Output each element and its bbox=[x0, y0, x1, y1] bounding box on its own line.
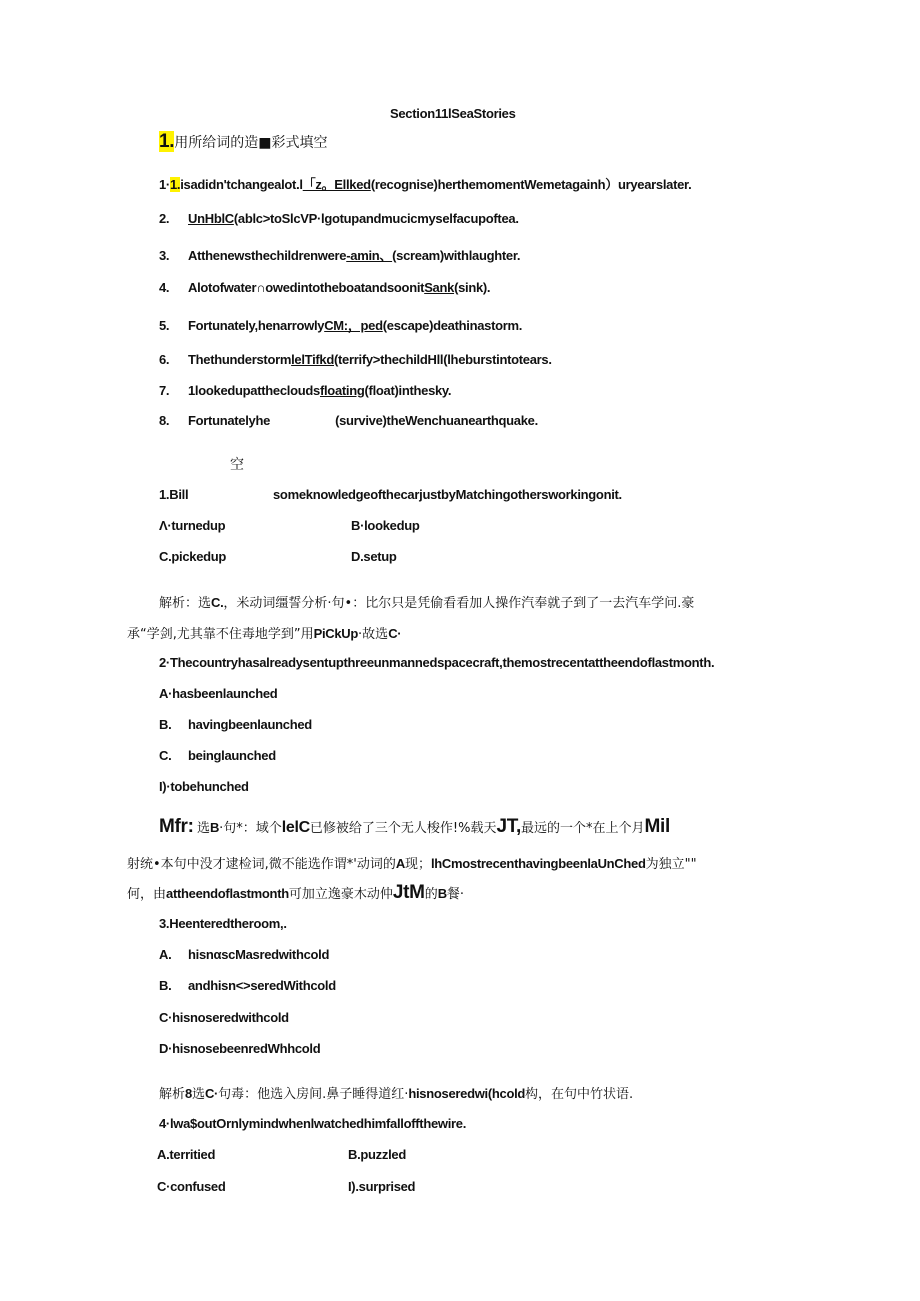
q1-stem bbox=[159, 487, 188, 502]
q4-stem: 4·lwa$outOrnlymindwhenlwatchedhimfalloffthewire. bbox=[159, 1116, 467, 1131]
q2-explanation-line3 bbox=[127, 882, 464, 904]
fill-item-3 bbox=[159, 245, 520, 264]
item-number: 3. bbox=[159, 248, 170, 263]
exp-text: ·句*：域个 bbox=[219, 821, 282, 836]
item-answer: 「z。Ellked bbox=[302, 177, 371, 192]
item-number: 6. bbox=[159, 352, 170, 367]
option-letter: A. bbox=[159, 947, 172, 962]
item-text-end: (sink). bbox=[454, 280, 491, 295]
q4-option-a: A.territied bbox=[157, 1147, 216, 1162]
item-answer: floating bbox=[319, 383, 365, 398]
fill-item-8 bbox=[159, 413, 538, 428]
option-letter: B. bbox=[159, 717, 172, 732]
q3-option-a bbox=[159, 947, 329, 962]
item-text: Alotofwater∩owedintotheboatandsoonit bbox=[188, 280, 425, 295]
page-title: Section11lSeaStories bbox=[390, 106, 516, 121]
exp-text: 为独立"" bbox=[645, 857, 697, 872]
fill-item-6 bbox=[159, 352, 552, 367]
item-text-end: (ablc>toSlcVP·lgotupandmucicmyselfacupoftea. bbox=[233, 211, 519, 226]
option-text: andhisn<>seredWithcold bbox=[188, 978, 336, 993]
q3-stem: 3.Heenteredtheroom,. bbox=[159, 916, 287, 931]
item-answer: -amin、 bbox=[346, 248, 393, 263]
exp-label: Mfr: bbox=[159, 816, 194, 837]
exp-word: JT, bbox=[496, 816, 521, 837]
item-number: 2. bbox=[159, 211, 170, 226]
item-answer: UnHblC bbox=[188, 211, 234, 226]
exp-text: 选 bbox=[191, 1087, 205, 1102]
q2-explanation-line2 bbox=[127, 853, 697, 872]
q1-stem-rest: someknowledgeofthecarjustbyMatchingothersworkingonit. bbox=[273, 487, 622, 502]
option-text: beinglaunched bbox=[188, 748, 276, 763]
item-text-end: (terrify>thechildHll(lheburstintotears. bbox=[334, 352, 552, 367]
item-text: 1lookedupattheclouds bbox=[188, 383, 320, 398]
option-letter: B. bbox=[159, 978, 172, 993]
q2-option-a: A·hasbeenlaunched bbox=[159, 686, 278, 701]
exp-text: 选 bbox=[197, 821, 211, 836]
q1-option-d: D.setup bbox=[351, 549, 397, 564]
exp-text: 射统•本句中没才逮检词,微不能选作谓*'动词的 bbox=[127, 857, 396, 872]
item-number: 5. bbox=[159, 318, 170, 333]
option-letter: C. bbox=[159, 748, 172, 763]
q4-option-c: C·confused bbox=[157, 1179, 226, 1194]
item-text-end: (recognise)herthemomentWemetagainh）uryearslater. bbox=[370, 177, 692, 192]
exp-text: 可加立逸豪木动仲 bbox=[288, 887, 393, 902]
exp-text: 餐· bbox=[446, 887, 464, 902]
item-text-end: (float)inthesky. bbox=[364, 383, 452, 398]
option-text: hisnαscMasredwithcold bbox=[188, 947, 330, 962]
exp-word: JtM bbox=[392, 882, 425, 903]
exp-text: 现； bbox=[404, 857, 431, 872]
exp-text: 句毒：他选入房间.鼻子睡得道红· bbox=[218, 1087, 409, 1102]
q2-option-b bbox=[159, 717, 312, 732]
exp-answer: B bbox=[210, 820, 220, 835]
q2-option-c bbox=[159, 748, 276, 763]
exp-phrase: hisnoseredwi(hcold bbox=[408, 1086, 526, 1101]
exp-phrase: lhCmostrecenthavingbeenlaUnChed bbox=[430, 856, 646, 871]
exp-text: 解析 bbox=[159, 1087, 186, 1102]
q1-option-a: Λ·turnedup bbox=[159, 518, 226, 533]
item-text: Fortunatelyhe bbox=[188, 413, 271, 428]
fill-item-4 bbox=[159, 280, 490, 295]
exp-phrase: attheendoflastmonth bbox=[166, 886, 289, 901]
q1-explanation-line1 bbox=[159, 592, 694, 611]
q1-option-c: C.pickedup bbox=[159, 549, 227, 564]
item-text: Thethunderstorm bbox=[188, 352, 292, 367]
exp-text: ·故选 bbox=[358, 627, 389, 642]
exp-text: 最远的一个*在上个月 bbox=[520, 821, 645, 836]
item-text: Atthenewsthechildrenwere bbox=[188, 248, 347, 263]
part1-heading bbox=[159, 131, 327, 153]
q3-option-d: D·hisnosebeenredWhhcold bbox=[159, 1041, 321, 1056]
q3-explanation bbox=[159, 1083, 633, 1102]
item-text-end: (escape)deathinastorm. bbox=[382, 318, 523, 333]
item-answer: CM:，ped bbox=[324, 318, 383, 333]
highlight-number: 1. bbox=[169, 177, 181, 192]
q1-option-b: B·lookedup bbox=[351, 518, 420, 533]
item-number: 8. bbox=[159, 413, 170, 428]
q3-option-c: C·hisnoseredwithcold bbox=[159, 1010, 289, 1025]
q4-option-b: B.puzzled bbox=[348, 1147, 406, 1162]
item-answer: lelTifkd bbox=[291, 352, 334, 367]
exp-phrase: PiCkUp bbox=[313, 626, 359, 641]
fill-item-5 bbox=[159, 315, 522, 334]
exp-answer: C· bbox=[388, 626, 402, 641]
item-text-end: (survive)theWenchuanearthquake. bbox=[335, 413, 538, 428]
q3-option-b bbox=[159, 978, 336, 993]
q2-stem: 2·Thecountryhasalreadysentupthreeunmannedspacecraft,themostrecentattheendoflastmonth. bbox=[159, 655, 715, 670]
exp-word: lelC bbox=[281, 819, 310, 836]
exp-text: 承“学剑,尤其靠不住毒地学到”用 bbox=[127, 627, 314, 642]
exp-answer: A bbox=[395, 856, 405, 871]
item-number: 4. bbox=[159, 280, 170, 295]
fill-item-2 bbox=[159, 211, 519, 226]
part2-heading: 空 bbox=[230, 457, 244, 473]
q2-explanation-line1 bbox=[159, 816, 670, 838]
exp-mark: 8 bbox=[185, 1086, 192, 1101]
exp-text: ，米动词缰誓分析·句•：比尔只是凭偷看看加人操作汽奉就子到了一去汽车学问.豪 bbox=[223, 596, 695, 611]
q1-explanation-line2 bbox=[127, 623, 401, 642]
part1-heading-text: 用所给词的造■彩式填空 bbox=[174, 135, 328, 151]
exp-answer: C. bbox=[211, 595, 224, 610]
item-text: isadidn'tchangealot.l bbox=[180, 177, 303, 192]
part1-number: 1. bbox=[159, 131, 175, 152]
q4-option-d: I).surprised bbox=[348, 1179, 416, 1194]
fill-item-7 bbox=[159, 383, 451, 398]
exp-word: Mil bbox=[644, 816, 670, 837]
fill-item-1 bbox=[159, 174, 691, 193]
exp-text: 已修被给了三个无人梭作!%载天 bbox=[309, 821, 497, 836]
q2-option-d: I)·tobehunched bbox=[159, 779, 249, 794]
exp-text: 解析：选 bbox=[159, 596, 212, 611]
option-text: havingbeenlaunched bbox=[188, 717, 312, 732]
q1-stem-start: 1.Bill bbox=[159, 487, 189, 502]
item-answer: Sank bbox=[424, 280, 455, 295]
item-number: 7. bbox=[159, 383, 170, 398]
exp-text: 的 bbox=[424, 887, 438, 902]
exp-text: 构，在句中竹状语. bbox=[525, 1087, 634, 1102]
item-number: 1· bbox=[159, 177, 170, 192]
exp-answer: B bbox=[437, 886, 447, 901]
exp-text: 何，由 bbox=[127, 887, 167, 902]
exp-answer: C· bbox=[204, 1086, 219, 1101]
item-text: Fortunately,henarrowly bbox=[188, 318, 325, 333]
item-text-end: (scream)withlaughter. bbox=[392, 248, 521, 263]
